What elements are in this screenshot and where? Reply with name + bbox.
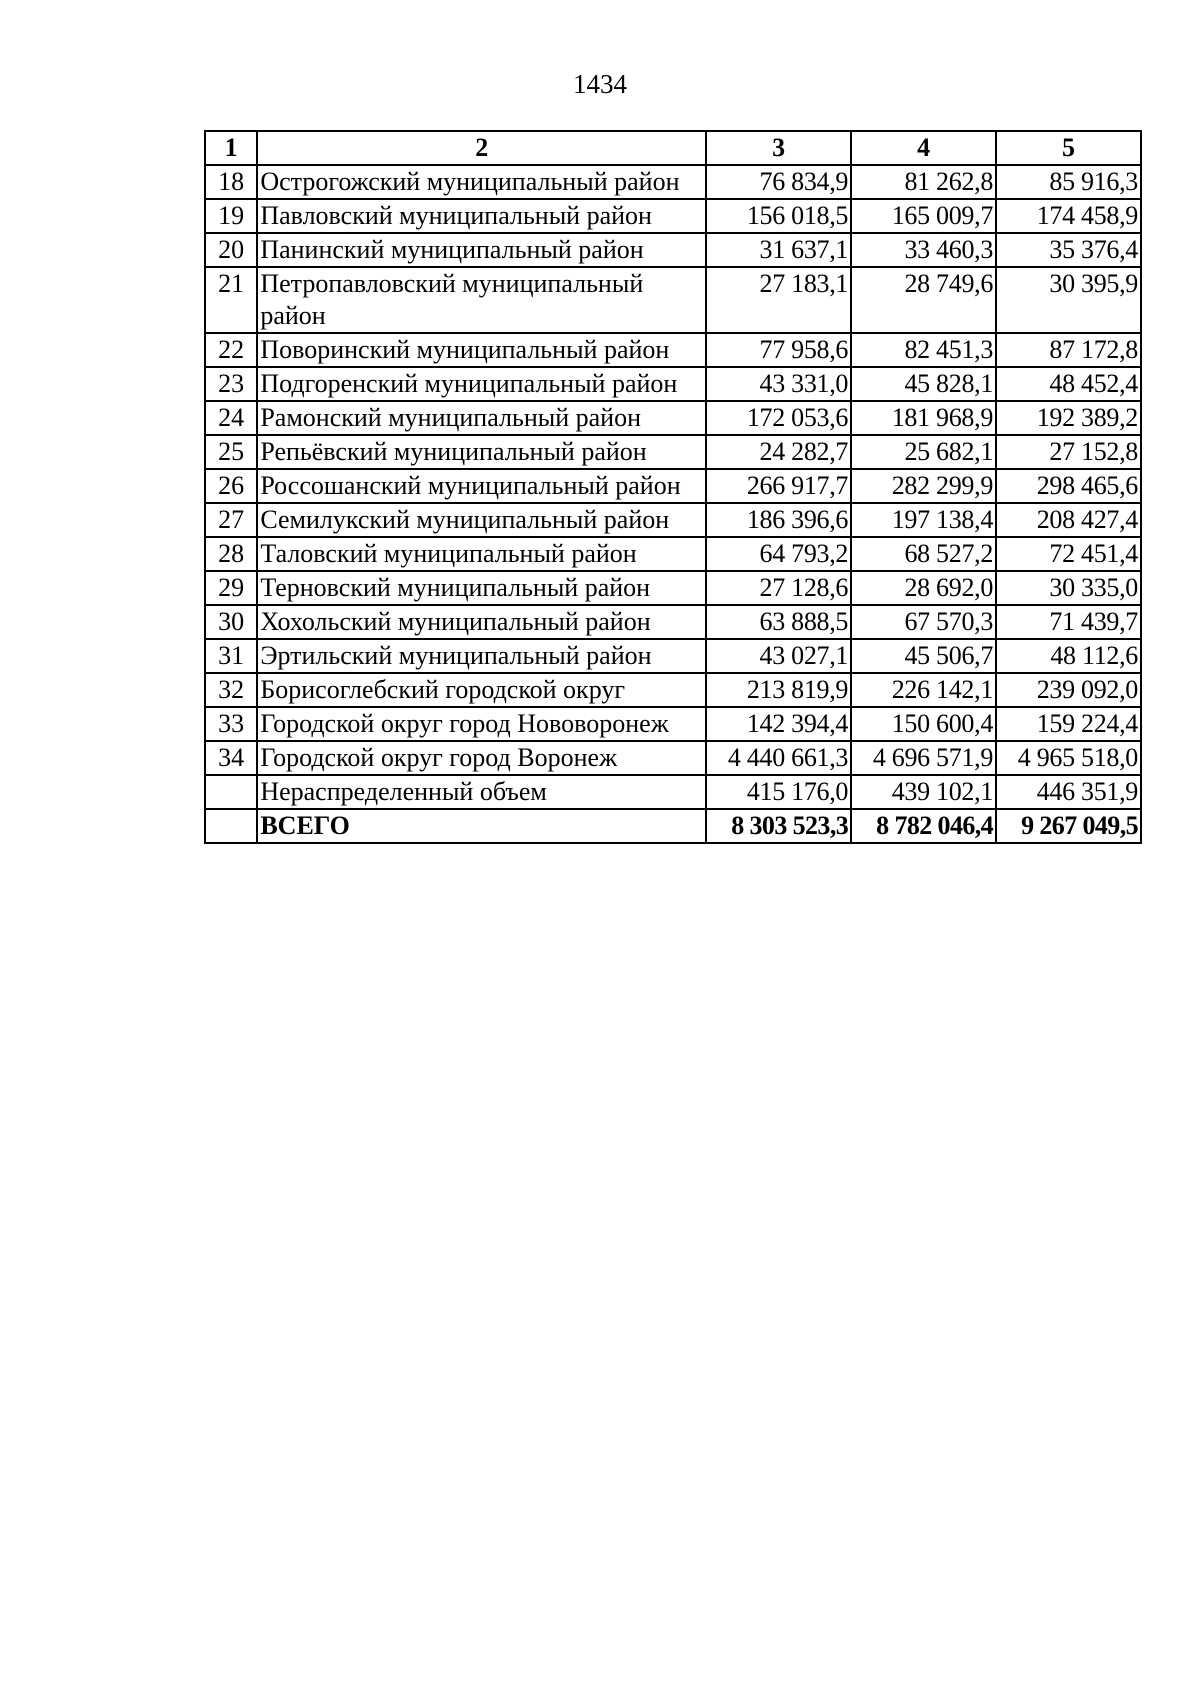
district-name: Борисоглебский городской округ xyxy=(257,673,706,707)
value-col-3: 142 394,4 xyxy=(706,707,851,741)
table-row xyxy=(205,333,1141,367)
value-col-3: 63 888,5 xyxy=(706,605,851,639)
total-col-3: 8 303 523,3 xyxy=(706,809,851,843)
value-col-3: 77 958,6 xyxy=(706,333,851,367)
row-number: 24 xyxy=(205,401,257,435)
value-col-4: 68 527,2 xyxy=(851,537,996,571)
value-col-5: 71 439,7 xyxy=(996,605,1141,639)
value-col-5: 192 389,2 xyxy=(996,401,1141,435)
table-header-row xyxy=(205,131,1141,165)
value-col-4: 45 506,7 xyxy=(851,639,996,673)
value-col-5: 72 451,4 xyxy=(996,537,1141,571)
table-row xyxy=(205,775,1141,809)
value-col-4: 33 460,3 xyxy=(851,233,996,267)
row-number: 27 xyxy=(205,503,257,537)
value-col-3: 186 396,6 xyxy=(706,503,851,537)
total-row xyxy=(205,809,1141,843)
row-number: 28 xyxy=(205,537,257,571)
district-name: Хохольский муниципальный район xyxy=(257,605,706,639)
value-col-3: 213 819,9 xyxy=(706,673,851,707)
value-col-5: 30 395,9 xyxy=(996,267,1141,333)
value-col-4: 226 142,1 xyxy=(851,673,996,707)
row-number: 33 xyxy=(205,707,257,741)
value-col-5: 239 092,0 xyxy=(996,673,1141,707)
value-col-5: 174 458,9 xyxy=(996,199,1141,233)
total-col-5: 9 267 049,5 xyxy=(996,809,1141,843)
district-name: Павловский муниципальный район xyxy=(257,199,706,233)
table-row xyxy=(205,367,1141,401)
value-col-5: 298 465,6 xyxy=(996,469,1141,503)
value-col-5: 48 452,4 xyxy=(996,367,1141,401)
value-col-4: 282 299,9 xyxy=(851,469,996,503)
table-row xyxy=(205,503,1141,537)
value-col-3: 64 793,2 xyxy=(706,537,851,571)
value-col-3: 27 128,6 xyxy=(706,571,851,605)
table-row xyxy=(205,571,1141,605)
row-number: 20 xyxy=(205,233,257,267)
value-col-5: 4 965 518,0 xyxy=(996,741,1141,775)
value-col-5: 159 224,4 xyxy=(996,707,1141,741)
value-col-4: 150 600,4 xyxy=(851,707,996,741)
value-col-5: 48 112,6 xyxy=(996,639,1141,673)
row-number: 29 xyxy=(205,571,257,605)
value-col-3: 172 053,6 xyxy=(706,401,851,435)
district-name: Таловский муниципальный район xyxy=(257,537,706,571)
value-col-3: 415 176,0 xyxy=(706,775,851,809)
row-number: 18 xyxy=(205,165,257,199)
row-number xyxy=(205,775,257,809)
value-col-4: 67 570,3 xyxy=(851,605,996,639)
total-col-4: 8 782 046,4 xyxy=(851,809,996,843)
value-col-5: 87 172,8 xyxy=(996,333,1141,367)
value-col-4: 28 749,6 xyxy=(851,267,996,333)
district-name: Острогожский муниципальный район xyxy=(257,165,706,199)
row-number: 34 xyxy=(205,741,257,775)
value-col-3: 266 917,7 xyxy=(706,469,851,503)
row-number: 31 xyxy=(205,639,257,673)
row-number xyxy=(205,809,257,843)
value-col-4: 45 828,1 xyxy=(851,367,996,401)
value-col-5: 30 335,0 xyxy=(996,571,1141,605)
column-header-5: 5 xyxy=(996,131,1141,165)
value-col-4: 82 451,3 xyxy=(851,333,996,367)
budget-table xyxy=(204,130,1142,844)
value-col-5: 85 916,3 xyxy=(996,165,1141,199)
district-name: Панинский муниципальный район xyxy=(257,233,706,267)
value-col-3: 24 282,7 xyxy=(706,435,851,469)
district-name: Семилукский муниципальный район xyxy=(257,503,706,537)
value-col-4: 81 262,8 xyxy=(851,165,996,199)
value-col-5: 35 376,4 xyxy=(996,233,1141,267)
district-name: Городской округ город Нововоронеж xyxy=(257,707,706,741)
value-col-4: 197 138,4 xyxy=(851,503,996,537)
table-row xyxy=(205,537,1141,571)
row-number: 23 xyxy=(205,367,257,401)
row-number: 32 xyxy=(205,673,257,707)
value-col-4: 165 009,7 xyxy=(851,199,996,233)
district-name: Эртильский муниципальный район xyxy=(257,639,706,673)
value-col-5: 27 152,8 xyxy=(996,435,1141,469)
table-row xyxy=(205,233,1141,267)
table-row xyxy=(205,673,1141,707)
table-row xyxy=(205,435,1141,469)
row-number: 22 xyxy=(205,333,257,367)
row-number: 19 xyxy=(205,199,257,233)
value-col-4: 439 102,1 xyxy=(851,775,996,809)
value-col-4: 4 696 571,9 xyxy=(851,741,996,775)
district-name: Нераспределенный объем xyxy=(257,775,706,809)
district-name: Рамонский муниципальный район xyxy=(257,401,706,435)
column-header-1: 1 xyxy=(205,131,257,165)
column-header-2: 2 xyxy=(257,131,706,165)
district-name: Поворинский муниципальный район xyxy=(257,333,706,367)
district-name: Репьёвский муниципальный район xyxy=(257,435,706,469)
value-col-5: 446 351,9 xyxy=(996,775,1141,809)
district-name: Подгоренский муниципальный район xyxy=(257,367,706,401)
table-row xyxy=(205,741,1141,775)
table-row xyxy=(205,605,1141,639)
value-col-3: 4 440 661,3 xyxy=(706,741,851,775)
district-name: Городской округ город Воронеж xyxy=(257,741,706,775)
table-row xyxy=(205,267,1141,333)
total-label: ВСЕГО xyxy=(257,809,706,843)
table-row xyxy=(205,639,1141,673)
value-col-5: 208 427,4 xyxy=(996,503,1141,537)
value-col-3: 43 027,1 xyxy=(706,639,851,673)
table-body xyxy=(205,165,1141,843)
value-col-3: 27 183,1 xyxy=(706,267,851,333)
value-col-3: 31 637,1 xyxy=(706,233,851,267)
value-col-3: 156 018,5 xyxy=(706,199,851,233)
column-header-3: 3 xyxy=(706,131,851,165)
table-row xyxy=(205,199,1141,233)
table-row xyxy=(205,469,1141,503)
row-number: 30 xyxy=(205,605,257,639)
row-number: 26 xyxy=(205,469,257,503)
table-row xyxy=(205,401,1141,435)
district-name: Петропавловский муниципальный район xyxy=(257,267,706,333)
row-number: 21 xyxy=(205,267,257,333)
column-header-4: 4 xyxy=(851,131,996,165)
value-col-3: 43 331,0 xyxy=(706,367,851,401)
value-col-4: 25 682,1 xyxy=(851,435,996,469)
value-col-4: 28 692,0 xyxy=(851,571,996,605)
value-col-3: 76 834,9 xyxy=(706,165,851,199)
value-col-4: 181 968,9 xyxy=(851,401,996,435)
page-number: 1434 xyxy=(573,69,627,99)
table-row xyxy=(205,165,1141,199)
table-row xyxy=(205,707,1141,741)
district-name: Терновский муниципальный район xyxy=(257,571,706,605)
district-name: Россошанский муниципальный район xyxy=(257,469,706,503)
row-number: 25 xyxy=(205,435,257,469)
